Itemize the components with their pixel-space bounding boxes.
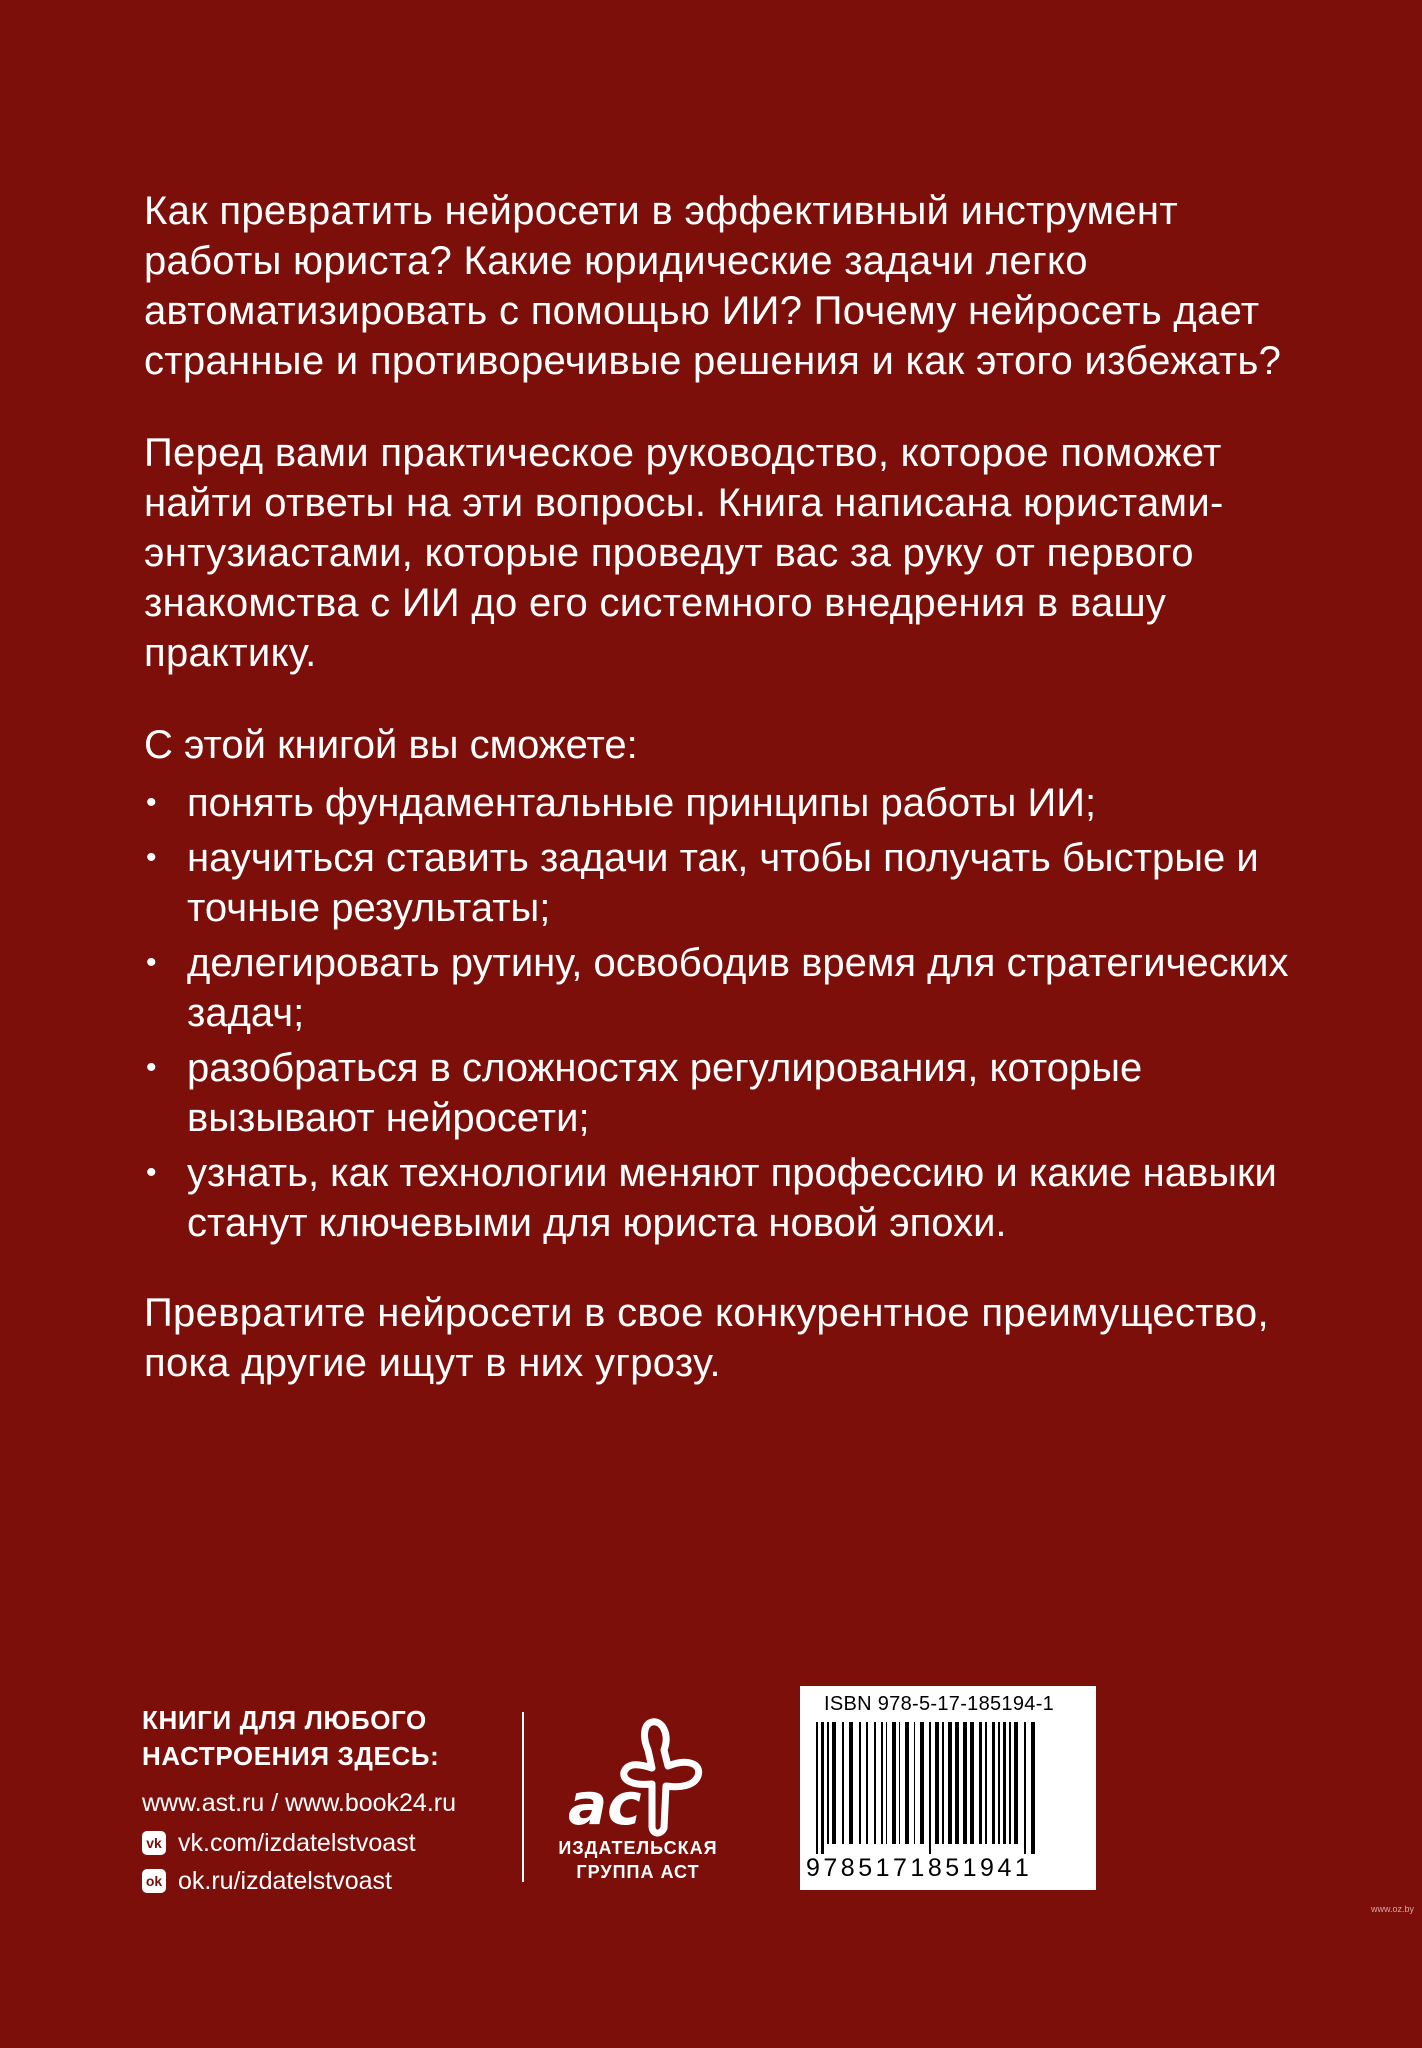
- barcode-bar: [929, 1722, 931, 1854]
- barcode-bar: [1003, 1722, 1006, 1844]
- barcode-bar: [998, 1722, 1000, 1844]
- bullet-icon: •: [146, 1156, 157, 1189]
- isbn-barcode: [800, 1686, 1096, 1890]
- barcode-bar: [886, 1722, 887, 1844]
- description-paragraph: Перед вами практическое руководство, которое поможет найти ответы на эти вопросы. Книга написана юристами-энтузиастами, которые проведут вас за руку от первого знакомства с ИИ до его системного внедрения в вашу практику.: [144, 431, 1224, 675]
- barcode-bar: [948, 1722, 952, 1844]
- list-item: • узнать, как технологии меняют профессию и какие навыки станут ключевыми для юриста новой эпохи.: [144, 1148, 1324, 1248]
- links-heading: КНИГИ ДЛЯ ЛЮБОГО НАСТРОЕНИЯ ЗДЕСЬ:: [142, 1705, 440, 1771]
- list-item: • разобраться в сложностях регулирования, которые вызывают нейросети;: [144, 1043, 1324, 1143]
- barcode-bar: [985, 1722, 987, 1844]
- barcode-bar: [1014, 1722, 1018, 1844]
- barcode-bar: [842, 1722, 844, 1844]
- barcode-bar: [832, 1722, 836, 1844]
- vk-icon: vk: [142, 1831, 166, 1855]
- isbn-number: ISBN 978-5-17-185194-1: [824, 1693, 1055, 1715]
- barcode-digits: 9785171851941: [806, 1854, 1033, 1882]
- barcode-bar: [935, 1722, 939, 1844]
- barcode-bar: [874, 1722, 876, 1844]
- watermark: www.oz.by: [1370, 1904, 1414, 1914]
- barcode-bar: [914, 1722, 915, 1844]
- barcode-bar: [849, 1722, 853, 1844]
- footer-divider: [522, 1712, 524, 1882]
- barcode-bar: [979, 1722, 982, 1844]
- bullet-icon: •: [146, 1051, 157, 1084]
- barcode-bar: [859, 1722, 861, 1844]
- ok-link[interactable]: ok ok.ru/izdatelstvoast: [142, 1864, 502, 1898]
- barcode-bar: [942, 1722, 944, 1844]
- website-links[interactable]: www.ast.ru / www.book24.ru: [142, 1789, 457, 1817]
- barcode-bar: [992, 1722, 995, 1844]
- logo-text: ас: [568, 1770, 642, 1838]
- closing-paragraph: Превратите нейросети в свое конкурентное преимущество, пока другие ищут в них угрозу.: [144, 1291, 1269, 1385]
- barcode-bar: [827, 1722, 829, 1844]
- barcode-bar: [905, 1722, 909, 1844]
- list-item: • понять фундаментальные принципы работы ИИ;: [144, 778, 1324, 828]
- barcode-bar: [1024, 1722, 1026, 1854]
- barcode-bar: [963, 1722, 967, 1844]
- list-intro: С этой книгой вы сможете:: [144, 723, 638, 767]
- barcode-bar: [920, 1722, 924, 1844]
- barcode-bar: [821, 1722, 824, 1854]
- odnoklassniki-icon: ok: [142, 1869, 166, 1893]
- barcode-bar: [881, 1722, 883, 1844]
- vk-link[interactable]: vk vk.com/izdatelstvoast: [142, 1826, 502, 1860]
- bullet-icon: •: [146, 841, 157, 874]
- publisher-caption: ИЗДАТЕЛЬСКАЯ ГРУППА АСТ: [558, 1838, 718, 1882]
- bullet-icon: •: [146, 786, 157, 819]
- bullet-icon: •: [146, 946, 157, 979]
- barcode-bar: [892, 1722, 896, 1844]
- barcode-bar: [866, 1722, 868, 1844]
- annotation-text: [144, 186, 1324, 1430]
- barcode-bar: [816, 1722, 818, 1854]
- barcode-bar: [899, 1722, 900, 1844]
- barcode-bar: [955, 1722, 959, 1844]
- barcode-bar: [1031, 1722, 1035, 1854]
- publisher-links: [142, 1702, 502, 1902]
- intro-paragraph: Как превратить нейросети в эффективный инструмент работы юриста? Какие юридические задачи легко автоматизировать с помощью ИИ? Почему нейросеть дает странные и противоречивые решения и как этого избежать?: [144, 189, 1282, 383]
- benefits-list: [144, 778, 1324, 1248]
- list-item: • научиться ставить задачи так, чтобы получать быстрые и точные результаты;: [144, 833, 1324, 933]
- list-item: • делегировать рутину, освободив время для стратегических задач;: [144, 938, 1324, 1038]
- barcode-bars: [814, 1722, 1084, 1854]
- barcode-bar: [970, 1722, 974, 1844]
- barcode-bar: [1009, 1722, 1011, 1844]
